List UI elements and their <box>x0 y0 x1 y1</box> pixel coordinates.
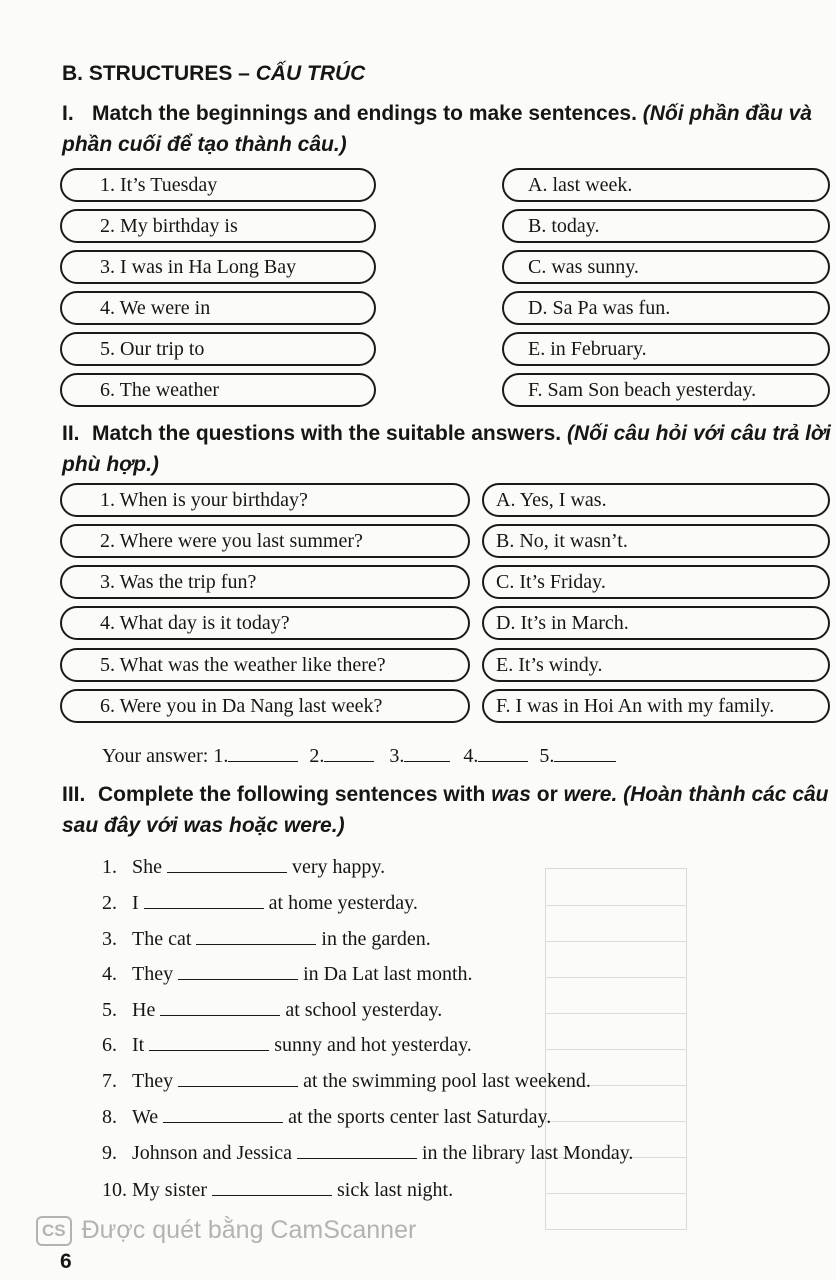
answer-blank-3[interactable] <box>404 743 450 762</box>
sentence-6: 6. It sunny and hot yesterday. <box>102 1034 472 1056</box>
sentence-3-blank[interactable] <box>196 926 316 945</box>
answer-blank-2[interactable] <box>324 743 374 762</box>
sentence-10-blank[interactable] <box>212 1177 332 1196</box>
match-right-d: D. Sa Pa was fun. <box>502 291 830 325</box>
sentence-9-blank[interactable] <box>297 1140 417 1159</box>
answer-e: E. It’s windy. <box>482 648 830 682</box>
answer-d: D. It’s in March. <box>482 606 830 640</box>
sentence-7-blank[interactable] <box>178 1068 298 1087</box>
answer-c: C. It’s Friday. <box>482 565 830 599</box>
camscanner-logo-icon: CS <box>36 1216 72 1246</box>
question-1: 1. When is your birthday? <box>60 483 470 517</box>
your-answer-line: Your answer: 1. 2. 3. 4. 5. <box>102 743 616 768</box>
match-left-4: 4. We were in <box>60 291 376 325</box>
page-number: 6 <box>60 1250 72 1273</box>
match-left-5: 5. Our trip to <box>60 332 376 366</box>
sentence-2-blank[interactable] <box>144 890 264 909</box>
sentence-4-blank[interactable] <box>178 961 298 980</box>
question-2: 2. Where were you last summer? <box>60 524 470 558</box>
sentence-5-blank[interactable] <box>160 997 280 1016</box>
answer-a: A. Yes, I was. <box>482 483 830 517</box>
sentence-5: 5. He at school yesterday. <box>102 999 443 1021</box>
sentence-9: 9. Johnson and Jessica in the library last Monday. <box>102 1142 634 1164</box>
question-3: 3. Was the trip fun? <box>60 565 470 599</box>
question-5: 5. What was the weather like there? <box>60 648 470 682</box>
question-6: 6. Were you in Da Nang last week? <box>60 689 470 723</box>
match-left-3: 3. I was in Ha Long Bay <box>60 250 376 284</box>
answer-blank-4[interactable] <box>478 743 528 762</box>
answer-blank-5[interactable] <box>554 743 616 762</box>
section3-instruction: III. Complete the following sentences with was or were. (Hoàn thành các câu sau đây với was hoặc were.) <box>62 783 829 837</box>
section-title: B. STRUCTURES – CẤU TRÚC <box>62 62 366 85</box>
sentence-8: 8. We at the sports center last Saturday. <box>102 1106 552 1128</box>
camscanner-watermark: CS Được quét bằng CamScanner <box>36 1216 416 1246</box>
sentence-7: 7. They at the swimming pool last weekend. <box>102 1070 591 1092</box>
section1-instruction: I. Match the beginnings and endings to make sentences. (Nối phần đầu và phần cuối để tạo thành câu.) <box>62 102 812 156</box>
match-right-c: C. was sunny. <box>502 250 830 284</box>
sentence-8-blank[interactable] <box>163 1104 283 1123</box>
answer-blank-1[interactable] <box>228 743 298 762</box>
sentence-6-blank[interactable] <box>149 1032 269 1051</box>
match-left-2: 2. My birthday is <box>60 209 376 243</box>
sentence-10: 10. My sister sick last night. <box>102 1179 454 1201</box>
question-4: 4. What day is it today? <box>60 606 470 640</box>
match-left-1: 1. It’s Tuesday <box>60 168 376 202</box>
match-right-b: B. today. <box>502 209 830 243</box>
bleed-through-grid <box>545 868 687 1230</box>
match-left-6: 6. The weather <box>60 373 376 407</box>
section2-instruction: II. Match the questions with the suitable answers. (Nối câu hỏi với câu trả lời phù hợp.) <box>62 422 831 476</box>
answer-f: F. I was in Hoi An with my family. <box>482 689 830 723</box>
sentence-2: 2. I at home yesterday. <box>102 892 418 914</box>
sentence-3: 3. The cat in the garden. <box>102 928 431 950</box>
sentence-1: 1. She very happy. <box>102 856 386 878</box>
match-right-a: A. last week. <box>502 168 830 202</box>
match-right-e: E. in February. <box>502 332 830 366</box>
match-right-f: F. Sam Son beach yesterday. <box>502 373 830 407</box>
sentence-1-blank[interactable] <box>167 854 287 873</box>
answer-b: B. No, it wasn’t. <box>482 524 830 558</box>
sentence-4: 4. They in Da Lat last month. <box>102 963 473 985</box>
